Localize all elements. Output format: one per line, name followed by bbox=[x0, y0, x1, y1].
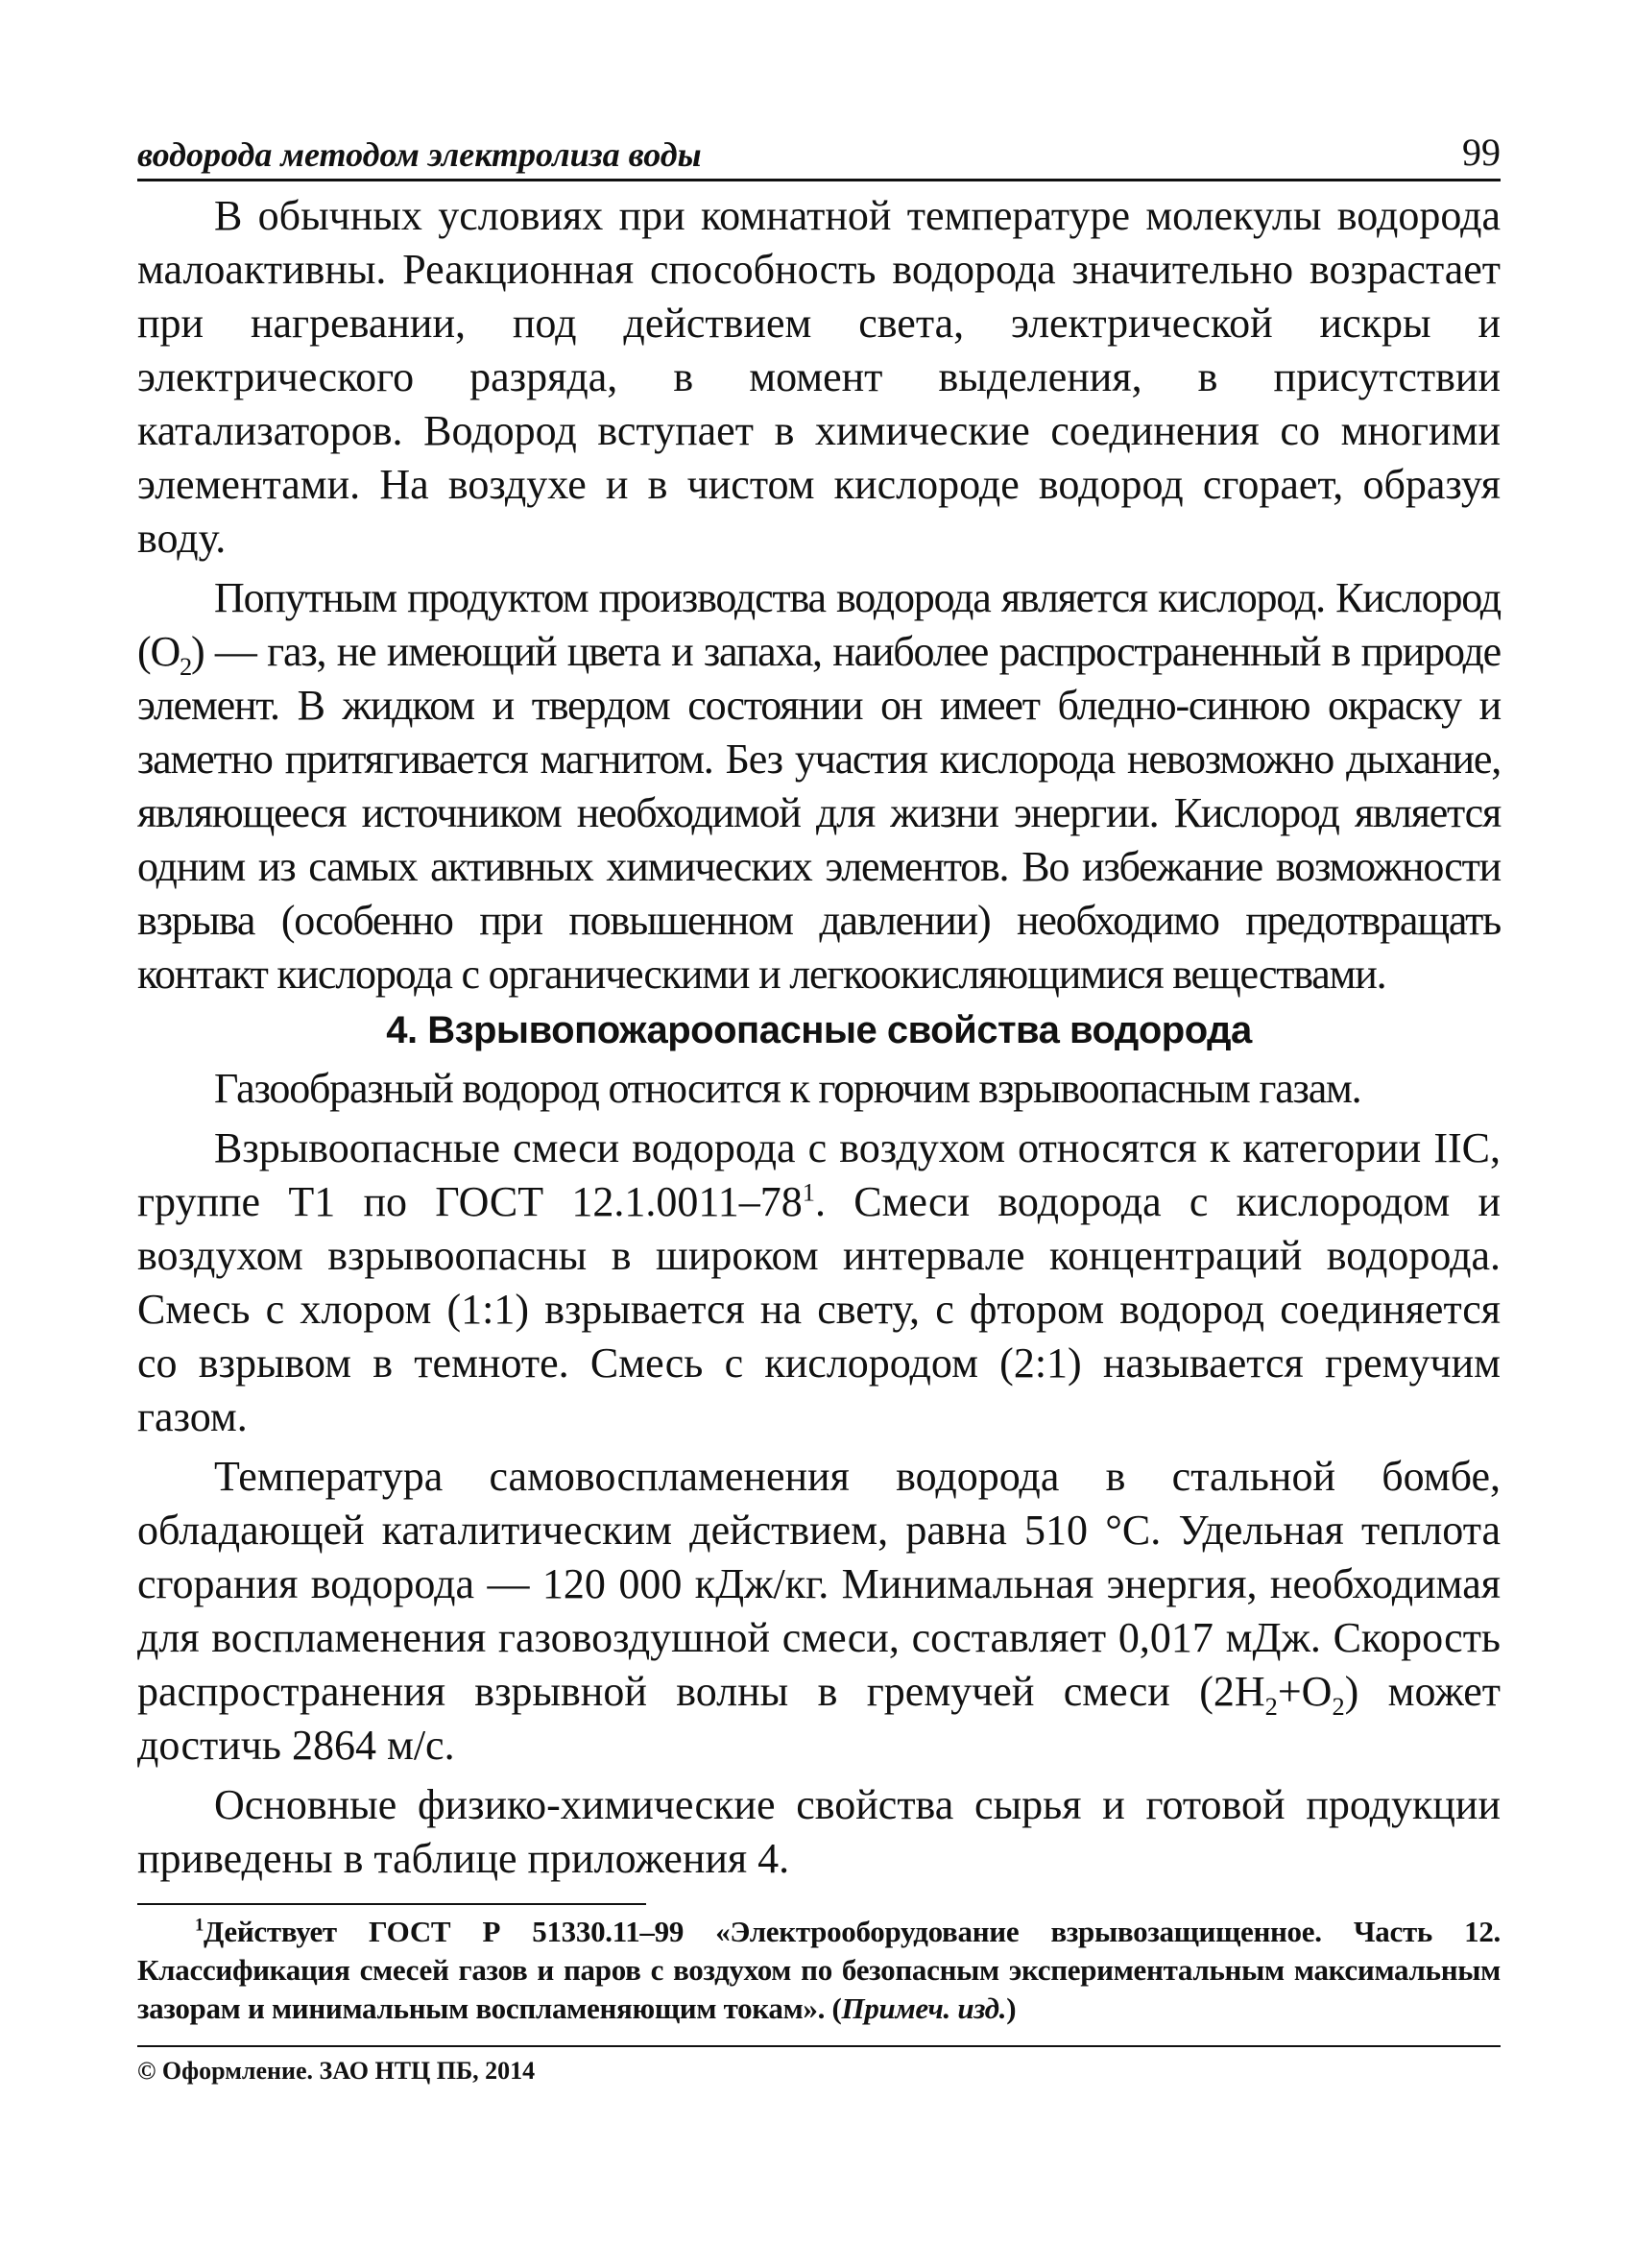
copyright-line: © Оформление. ЗАО НТЦ ПБ, 2014 bbox=[137, 2057, 536, 2085]
footnote-close: ) bbox=[1006, 1991, 1017, 2025]
section-heading: 4. Взрывопожароопасные свойства водорода bbox=[386, 1009, 1252, 1051]
paragraph-5 bbox=[137, 1450, 1501, 1773]
hydrogen-subscript: 2 bbox=[1264, 1691, 1278, 1721]
paragraph-5-text-mid: +O bbox=[1277, 1668, 1333, 1715]
running-header bbox=[137, 125, 1501, 181]
editor-note: Примеч. изд. bbox=[841, 1991, 1007, 2025]
footnote-text: Действует ГОСТ Р 51330.11–99 «Электрооборудование взрывозащищенное. Часть 12. Классификация смесей газов и паров с воздухом по безопасным экспериментальным максимальным зазорам и минимальным воспламеняющим токам». ( bbox=[137, 1915, 1501, 2025]
paragraph-6: Основные физико-химические свойства сырья и готовой продукции приведены в таблице приложения 4. bbox=[137, 1781, 1501, 1882]
footnote-marker: 1 bbox=[195, 1915, 204, 1936]
paragraph-4-text-b: . Смеси водорода с кислородом и воздухом взрывоопасны в широком интервале концентраций водорода. Смесь с хлором (1:1) взрывается на свету, с фтором водород соединяется со взрывом в темноте. Смесь с кислородом (2:1) называется гремучим газом. bbox=[137, 1178, 1501, 1440]
footnote-reference: 1 bbox=[802, 1177, 815, 1207]
paragraph-5-text-a: Температура самовоспламенения водорода в стальной бомбе, обладающей каталитическим действием, равна 510 °C. Удельная теплота сгорания водорода — 120 000 кДж/кг. Минимальная энергия, необходимая для воспламенения газовоздушной смеси, составляет 0,017 мДж. Скорость распространения взрывной волны в гремучей смеси (2H bbox=[137, 1453, 1501, 1715]
paragraph-1: В обычных условиях при комнатной температуре молекулы водорода малоактивны. Реакционная способность водорода значительно возрастает при нагревании, под действием света, электрической искры и электрического разряда, в момент выделения, в присутствии катализаторов. Водород вступает в химические соединения со многими элементами. На воздухе и в чистом кислороде водород сгорает, образуя воду. bbox=[137, 192, 1501, 562]
paragraph-4-text-a: Взрывоопасные смеси водорода с воздухом относятся к категории IIC, группе T1 по ГОСТ 12.1.0011–78 bbox=[137, 1124, 1501, 1225]
paragraph-2 bbox=[137, 571, 1501, 1001]
paragraph-2-text-b: ) — газ, не имеющий цвета и запаха, наиболее распространенный в природе элемент. В жидком и твердом состоянии он имеет бледно-синюю окраску и заметно притягивается магнитом. Без участия кислорода невозможно дыхание, являющееся источником необходимой для жизни энергии. Кислород является одним из самых активных химических элементов. Во избежание возможности взрыва (особенно при повышенном давлении) необходимо предотвращать контакт кислорода с органическими и легкоокисляющимися веществами. bbox=[137, 628, 1501, 998]
paragraph-2-text-a: Попутным продуктом производства водорода является кислород. Кислород (O bbox=[137, 574, 1501, 675]
copyright-divider bbox=[137, 2045, 1501, 2047]
running-title: водорода методом электролиза воды bbox=[137, 135, 702, 174]
footnote bbox=[137, 1913, 1501, 2028]
footnote-divider bbox=[137, 1903, 646, 1905]
body-text bbox=[137, 189, 1501, 1886]
document-page bbox=[137, 125, 1501, 2086]
page-number: 99 bbox=[1462, 131, 1501, 174]
oxygen-subscript-2: 2 bbox=[1332, 1691, 1345, 1721]
paragraph-3: Газообразный водород относится к горючим взрывоопасным газам. bbox=[214, 1065, 1361, 1112]
paragraph-4 bbox=[137, 1122, 1501, 1444]
paragraph-5-text-b: ) может достичь 2864 м/с. bbox=[137, 1668, 1501, 1769]
oxygen-subscript: 2 bbox=[180, 651, 192, 681]
